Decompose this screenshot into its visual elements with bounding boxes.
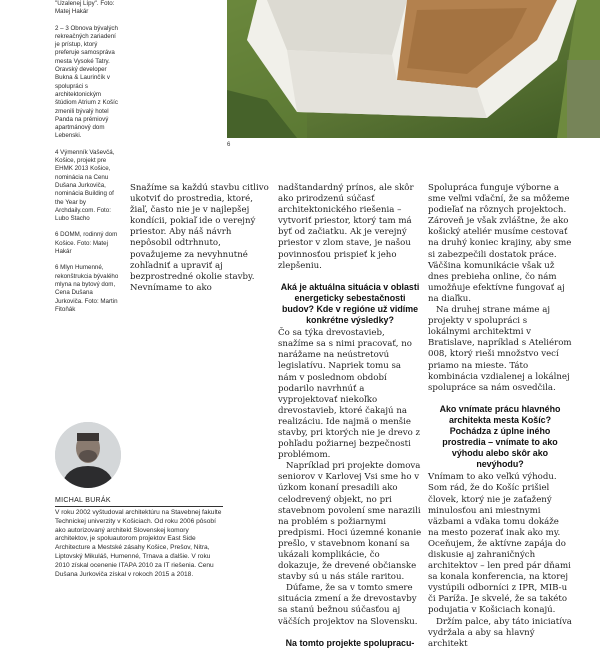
- photo-illustration: [227, 0, 600, 138]
- building-photo: [227, 0, 600, 138]
- col2-answer-2: Napríklad pri projekte domova seniorov v Karlovej Vsi sme ho v úzkom konaní presadili ako celodrevený objekt, no pri stavebnom povolení sme narazili na problém s požiarnymi predpismi. Hoci územné konanie prešlo, v stavebnom konaní sa ukázali komplikácie, čo dokazuje, že drevené občianske stavby sú u nás stále raritou.: [278, 461, 422, 583]
- col3-answer-1: Vnímam to ako veľkú výhodu. Som rád, že do Košíc prišiel človek, ktorý nie je zaťažený minulosťou ani miestnymi väzbami a vďaka tomu dokáže na mesto pozerať inak ako my. Oceňujem, že aktívne zapája do diskusie aj zahraničných architektov – len pred pár dňami sa konala konferencia, na ktorej vystúpili odborníci z IPR, MIB-u či Paríža. Je skvelé, že sa takéto podujatia v Košiciach konajú.: [428, 472, 571, 616]
- col2-question: Aká je aktuálna situácia v oblasti energeticky sebestačnosti budov? Kde v regióne už vidíme konkrétne výsledky?: [280, 281, 420, 326]
- col3-paragraph-2: Na druhej strane máme aj projekty v spolupráci s lokálnymi architektmi v Bratislave, napríklad s Ateliérom 008, ktorý rieši množstvo vecí priamo na mieste. Táto kombinácia vzdialenej a lokálnej spolupráce sa nám osvedčila.: [428, 305, 572, 393]
- caption-2: 2 – 3 Obnova bývalých rekreačných zariadení je prístup, ktorý preferuje samospráva mesta Vysoké Tatry. Oravský developer Bukna & Laurinčík v spolupráci s architektonickým štúdiom Atrium z Košíc zmenili bývalý hotel Panda na prémiový apartmánový dom Lebenski.: [55, 24, 118, 140]
- col3-paragraph-1: Spolupráca funguje výborne a sme veľmi vďační, že sa môžeme podieľať na rôznych projektoch. Zároveň je však zvláštne, že ako košický ateliér musíme cestovať na druhý koniec krajiny, aby sme si zabezpečili dostatok práce. Väčšina komunikácie však už dnes prebieha online, čo nám umožňuje efektívne fungovať aj na diaľku.: [428, 183, 572, 304]
- column-2: [278, 183, 422, 651]
- col3-answer-2: Držím palce, aby táto iniciatíva vydržala a aby sa hlavný architekt: [428, 616, 572, 649]
- portrait-illustration: [55, 422, 121, 488]
- author-bio: V roku 2002 vyštudoval architektúru na Stavebnej fakulte Technickej univerzity v Košiciach. Od roku 2006 pôsobí ako autorizovaný architekt Slovenskej komory architektov, je spoluautorom projektov East Side Architecture a Mestské zásahy Košice, Prešov, Nitra, Liptovský Mikuláš, Humenné, Trnava a ďalšie. V roku 2010 získal ocenenie ITAPA 2010 za IT riešenia. Cenu Dušana Jurkoviča získal v rokoch 2015 a 2018.: [55, 509, 222, 578]
- col2-answer-1: Čo sa týka drevostavieb, snažíme sa s nimi pracovať, no narážame na neústretovú legislatívu. Napriek tomu sa nám v poslednom období podarilo navrhnúť a vyprojektovať niekoľko drevostavieb, ktoré čakajú na realizáciu. Ide najmä o menšie stavby, pri ktorých nie je drevo z pohľadu požiarnej bezpečnosti problémom.: [278, 328, 421, 461]
- column-1: [130, 183, 270, 294]
- caption-5: 6 Mlyn Humenné, rekonštrukcia bývalého mlyna na bytový dom, Cena Dušana Jurkoviča. Foto: Martin Fitoňák: [55, 264, 119, 313]
- author-divider: [55, 506, 223, 507]
- col2-intro: nadštandardný prínos, ale skôr ako prirodzenú súčasť architektonického riešenia – vytvoriť priestor, ktorý tam má byť od začiatku. Ak je verejný priestor v zlom stave, je našou povinnosťou prispieť k jeho zlepšeniu.: [278, 183, 414, 271]
- caption-4: 6 DOMM, rodinný dom Košice. Foto: Matej Hakár: [55, 231, 118, 256]
- col1-paragraph: Snažíme sa každú stavbu citlivo ukotviť do prostredia, ktoré, žiaľ, často nie je v najlepšej kondícii, pokiaľ ide o verejný priestor. Aby náš návrh nepôsobil odtrhnuto, považujeme za nevyhnutné zohľadniť a upraviť aj bezprostredné okolie stavby. Nevnímame to ako: [130, 183, 269, 293]
- col2-next-question: Na tomto projekte spolupracu-: [285, 637, 415, 648]
- caption-1: "Uzalenej Lípy". Foto: Matej Hakár: [55, 0, 115, 16]
- author-avatar: [55, 422, 121, 488]
- column-3: [428, 183, 572, 650]
- col3-question: Ako vnímate prácu hlavného architekta mesta Košíc? Pochádza z úplne iného prostredia – vnímate to ako výhodu alebo skôr ako nevýhodu?: [439, 403, 561, 470]
- col2-answer-3: Dúfame, že sa v tomto smere situácia zmení a že drevostavby sa stanú bežnou súčasťou aj väčších projektov na Slovensku.: [278, 583, 418, 627]
- caption-column: [55, 0, 121, 322]
- figure-number: 6: [227, 142, 231, 148]
- caption-3: 4 Výmenník Vaševčá, Košice, projekt pre EHMK 2013 Košice, nominácia na Cenu Dušana Jurkoviča, nominácia Building of the Year by Archdaily.com. Foto: Lubo Stacho: [55, 148, 115, 223]
- author-name: MICHAL BURÁK: [55, 497, 111, 504]
